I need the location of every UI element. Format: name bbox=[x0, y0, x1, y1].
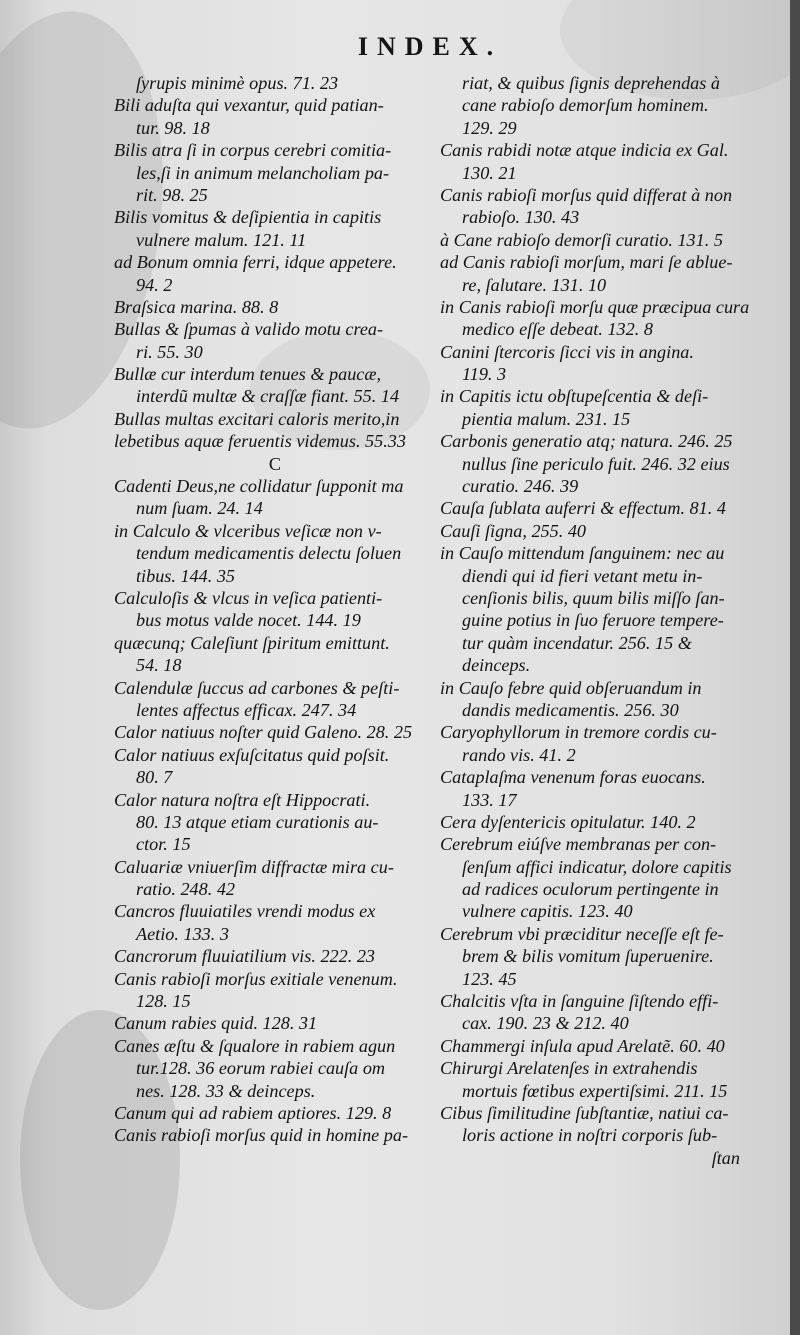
index-entry-line: in Canis rabioſi morſu quæ præcipua cura bbox=[440, 296, 750, 317]
index-entry-line: Cancros fluuiatiles vrendi modus ex bbox=[114, 901, 376, 922]
index-entry-line: deinceps. bbox=[462, 655, 531, 676]
index-entry-line: Bilis vomitus & deſipientia in capitis bbox=[114, 207, 382, 228]
index-entry-line: num ſuam. 24. 14 bbox=[136, 498, 263, 519]
index-entry-line: Canini ſtercoris ſicci vis in angina. bbox=[440, 341, 694, 362]
index-entry-line: ratio. 248. 42 bbox=[136, 879, 236, 900]
index-entry-line: Calculoſis & vlcus in veſica patienti- bbox=[114, 587, 383, 608]
page-edge bbox=[790, 0, 800, 1335]
index-entry-line: Cerebrum vbi præciditur neceſſe eſt fe- bbox=[440, 923, 724, 944]
index-entry-line: lebetibus aquæ feruentis videmus. 55.33 bbox=[114, 431, 406, 452]
index-entry-line: lentes affectus efficax. 247. 34 bbox=[136, 699, 357, 720]
index-entry-line: interdũ multæ & craſſæ fiant. 55. 14 bbox=[136, 386, 400, 407]
index-entry-line: tur.128. 36 eorum rabiei cauſa om bbox=[136, 1058, 386, 1079]
index-entry-line: 130. 21 bbox=[462, 162, 517, 183]
index-entry-line: cane rabioſo demorſum hominem. bbox=[462, 95, 709, 116]
index-entry-line: Canis rabioſi morſus exitiale venenum. bbox=[114, 968, 398, 989]
index-entry-line: loris actione in noſtri corporis ſub- bbox=[462, 1125, 718, 1146]
index-entry-line: Cibus ſimilitudine ſubſtantiæ, natiui ca- bbox=[440, 1102, 729, 1123]
index-column-left bbox=[114, 72, 436, 1147]
index-entry-line: in Cauſo mittendum ſanguinem: nec au bbox=[440, 543, 725, 564]
index-entry-line: curatio. 246. 39 bbox=[462, 476, 579, 497]
section-letter: C bbox=[268, 453, 282, 474]
index-entry-line: 54. 18 bbox=[136, 655, 182, 676]
index-entry-line: rando vis. 41. 2 bbox=[462, 744, 576, 765]
index-entry-line: bus motus valde nocet. 144. 19 bbox=[136, 610, 361, 631]
index-entry-line: 94. 2 bbox=[136, 274, 173, 295]
index-entry-line: Calor natiuus noſter quid Galeno. 28. 25 bbox=[114, 722, 413, 743]
index-entry-line: ſenſum affici indicatur, dolore capitis bbox=[462, 856, 732, 877]
index-entry-line: rabioſo. 130. 43 bbox=[462, 207, 580, 228]
index-entry-line: in Capitis ictu obſtupeſcentia & deſi- bbox=[440, 386, 709, 407]
index-entry-line: cenſionis bilis, quum bilis miſſo ſan- bbox=[462, 587, 725, 608]
index-entry-line: 133. 17 bbox=[462, 789, 517, 810]
index-column-right bbox=[440, 72, 750, 1169]
index-entry-line: quæcunq; Caleſiunt ſpiritum emittunt. bbox=[114, 632, 390, 653]
index-entry-line: diendi qui id fieri vetant metu in- bbox=[462, 565, 703, 586]
index-entry-line: Chirurgi Arelatenſes in extrahendis bbox=[440, 1058, 698, 1079]
index-entry-line: 119. 3 bbox=[462, 364, 507, 385]
index-entry-line: Chammergi inſula apud Arelatẽ. 60. 40 bbox=[440, 1035, 725, 1056]
index-entry-line: Bullæ cur interdum tenues & paucæ, bbox=[114, 364, 382, 385]
index-entry-line: 80. 13 atque etiam curationis au- bbox=[136, 811, 379, 832]
index-entry-line: ad Canis rabioſi morſum, mari ſe ablue- bbox=[440, 252, 733, 273]
index-entry-line: Cancrorum fluuiatilium vis. 222. 23 bbox=[114, 946, 376, 967]
index-entry-line: 80. 7 bbox=[136, 767, 173, 788]
index-entry-line: brem & bilis vomitum ſuperuenire. bbox=[462, 946, 714, 967]
index-entry-line: Aetio. 133. 3 bbox=[136, 923, 229, 944]
index-entry-line: Canum rabies quid. 128. 31 bbox=[114, 1013, 318, 1034]
index-entry-line: Canis rabioſi morſus quid differat à non bbox=[440, 184, 733, 205]
index-entry-line: Cauſa ſublata auferri & effectum. 81. 4 bbox=[440, 498, 726, 519]
index-entry-line: Chalcitis vſta in ſanguine ſiſtendo effi- bbox=[440, 991, 719, 1012]
index-entry-line: Cataplaſma venenum foras euocans. bbox=[440, 767, 706, 788]
index-entry-line: ſtan bbox=[711, 1147, 740, 1168]
index-entry-line: medico eſſe debeat. 132. 8 bbox=[462, 319, 653, 340]
index-entry-line: in Cauſo febre quid obſeruandum in bbox=[440, 677, 702, 698]
index-entry-line: Bili aduſta qui vexantur, quid patian- bbox=[114, 95, 384, 116]
index-entry-line: ad radices oculorum pertingente in bbox=[462, 879, 719, 900]
index-entry-line: Cerebrum eiúſve membranas per con- bbox=[440, 834, 717, 855]
index-entry-line: 129. 29 bbox=[462, 117, 517, 138]
index-entry-line: Canes æſtu & ſqualore in rabiem agun bbox=[114, 1035, 396, 1056]
index-entry-line: Braſsica marina. 88. 8 bbox=[114, 296, 279, 317]
index-entry-line: in Calculo & vlceribus veſicæ non v- bbox=[114, 520, 382, 541]
index-entry-line: tur. 98. 18 bbox=[136, 117, 210, 138]
index-entry-line: riat, & quibus ſignis deprehendas à bbox=[462, 73, 720, 93]
index-entry-line: Caryophyllorum in tremore cordis cu- bbox=[440, 722, 717, 743]
index-entry-line: ri. 55. 30 bbox=[136, 341, 203, 362]
index-entry-line: mortuis fœtibus expertiſsimi. 211. 15 bbox=[462, 1080, 728, 1101]
index-entry-line: Bullas multas excitari caloris merito,in bbox=[114, 408, 400, 429]
index-entry-line: Cera dyſentericis opitulatur. 140. 2 bbox=[440, 811, 696, 832]
index-entry-line: rit. 98. 25 bbox=[136, 184, 208, 205]
index-entry-line: vulnere capitis. 123. 40 bbox=[462, 901, 633, 922]
index-entry-line: vulnere malum. 121. 11 bbox=[136, 229, 307, 250]
page-header: INDEX. bbox=[357, 32, 503, 61]
index-entry-line: ſyrupis minimè opus. 71. 23 bbox=[136, 73, 339, 93]
index-entry-line: Carbonis generatio atq; natura. 246. 25 bbox=[440, 431, 733, 452]
index-entry-line: Calor natura noſtra eſt Hippocrati. bbox=[114, 789, 371, 810]
index-entry-line: Caluariæ vniuerſim diffractæ mira cu- bbox=[114, 856, 394, 877]
index-entry-line: nullus ſine periculo fuit. 246. 32 eius bbox=[462, 453, 730, 474]
index-entry-line: Canum qui ad rabiem aptiores. 129. 8 bbox=[114, 1102, 392, 1123]
index-entry-line: tendum medicamentis delectu ſoluen bbox=[136, 543, 402, 564]
index-entry-line: Cauſi ſigna, 255. 40 bbox=[440, 520, 587, 541]
index-entry-line: tibus. 144. 35 bbox=[136, 565, 236, 586]
index-entry-line: dandis medicamentis. 256. 30 bbox=[462, 699, 679, 720]
index-entry-line: Calendulæ ſuccus ad carbones & peſti- bbox=[114, 677, 400, 698]
index-entry-line: 128. 15 bbox=[136, 991, 191, 1012]
index-entry-line: re, ſalutare. 131. 10 bbox=[462, 274, 607, 295]
index-entry-line: ctor. 15 bbox=[136, 834, 191, 855]
index-entry-line: pientia malum. 231. 15 bbox=[462, 408, 631, 429]
index-entry-line: Bullas & ſpumas à valido motu crea- bbox=[114, 319, 384, 340]
index-entry-line: à Cane rabioſo demorſi curatio. 131. 5 bbox=[440, 229, 723, 250]
index-entry-line: cax. 190. 23 & 212. 40 bbox=[462, 1013, 629, 1034]
index-entry-line: guine potius in ſuo feruore tempere- bbox=[462, 610, 724, 631]
index-entry-line: nes. 128. 33 & deinceps. bbox=[136, 1080, 316, 1101]
index-entry-line: Calor natiuus exſuſcitatus quid poſsit. bbox=[114, 744, 390, 765]
index-entry-line: Bilis atra ſi in corpus cerebri comitia- bbox=[114, 140, 392, 161]
index-entry-line: Canis rabidi notæ atque indicia ex Gal. bbox=[440, 140, 729, 161]
index-entry-line: les,ſi in animum melancholiam pa- bbox=[136, 162, 390, 183]
index-entry-line: 123. 45 bbox=[462, 968, 517, 989]
index-entry-line: tur quàm incendatur. 256. 15 & bbox=[462, 632, 692, 653]
index-entry-line: Cadenti Deus,ne collidatur ſupponit ma bbox=[114, 476, 404, 497]
index-entry-line: ad Bonum omnia ferri, idque appetere. bbox=[114, 252, 397, 273]
index-entry-line: Canis rabioſi morſus quid in homine pa- bbox=[114, 1125, 409, 1146]
